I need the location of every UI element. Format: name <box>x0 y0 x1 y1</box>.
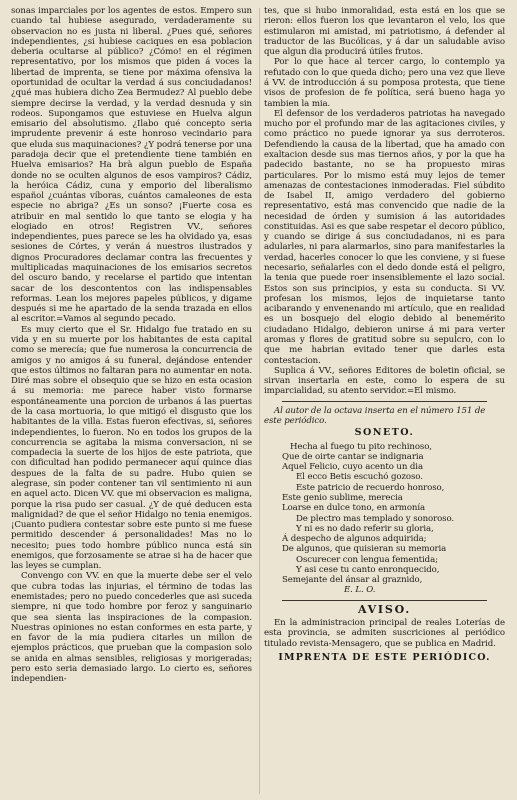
poem-line: De plectro mas templado y sonoroso. <box>296 513 455 524</box>
poem-line: Y asi cese tu canto enronquecido, <box>296 564 440 575</box>
poem-line: Oscurecer con lengua fementida; <box>296 554 438 565</box>
poem-title: SONETO. <box>354 427 415 439</box>
poem-line: Este genio sublime, merecia <box>282 492 403 503</box>
left-column <box>11 6 252 794</box>
right-paragraph-1: tes, que si hubo inmoralidad, esta está en los que se rieron: ellos fueron los que levantaron el velo, los que estimularon mi amistad, mi patriotismo, á defender al traductor de las Bucólicas, y á dar un saludable aviso que algun dia producirá útiles frutos. <box>264 6 505 58</box>
poem-line: El ecco Betis escuchó gozoso. <box>296 472 423 483</box>
poem-line: Que de oirte cantar se indignaria <box>282 451 424 462</box>
poem-line: Este patricio de recuerdo honroso, <box>296 482 445 493</box>
right-paragraph-4: Suplica á VV., señores Editores de boletin oficial, se sirvan insertarla en este, como lo espera de su imparcialidad, su atento servidor.=El mismo. <box>264 365 505 397</box>
poem-line: Y ni es no dado referir su gloria, <box>296 523 434 534</box>
left-paragraph-3: Convengo con VV. en que la muerte debe ser el velo que cubra todas las injurias, el término de todas las enemistades; pero no puedo concederles que asi suceda siempre, ni que todo hombre por feroz y sanguinario que sea sienta las inspiraciones de la compasion. Nuestras opiniones no estan conformes en esta parte, y en favor de la mia pudiera citarles un millon de ejemplos prácticos, que prueban que la compasion solo se anida en almas sensibles, religiosas y morigeradas; pero esto seria demasiado largo. Lo cierto es, señores independien- <box>11 571 252 685</box>
poem-line: De algunos, que quisieran su memoria <box>282 544 447 555</box>
aviso-text: En la administracion principal de reales Loterías de esta provincia, se admiten suscriciones al periódico titulado revista-Mensagero, que se publica en Madrid. <box>264 618 505 649</box>
aviso-title: AVISO. <box>358 602 411 616</box>
poem-line: Á despecho de algunos adquirida; <box>282 534 427 545</box>
right-column <box>264 6 505 794</box>
imprint: IMPRENTA DE ESTE PERIÓDICO. <box>278 651 491 663</box>
poem-line: Hecha al fuego tu pito rechinoso, <box>290 441 432 452</box>
right-paragraph-2: Por lo que hace al tercer cargo, lo contemplo ya refutado con lo que queda dicho; pero una vez que lleve á VV. de introducción á su pomposa protesta, que tiene visos de profesion de fe política, será bueno haga yo tambien la mia. <box>264 57 505 109</box>
sonnet <box>282 442 505 586</box>
left-paragraph-2: Es muy cierto que el Sr. Hidalgo fue tratado en su vida y en su muerte por los habitantes de esta capital como se merecía; que fue numerosa la concurrencia de amigos y no amigos á su funeral, dejándose entender que estos últimos no faltaran para no aumentar en nota. Diré mas sobre el obsequio que se hizo en esta ocasion á su memoria: me parece haber visto formarse espontáneamente una porcion de urbanos á las puertas de la casa mortuoria, lo que mitigó el disgusto que los habitantes de la villa. Estas fueron efectivas, si, señores independientes, lo fueron. No en todos los grupos de la concurrencia se agitaba la misma conversacion, ni se compadecia la suerte de los hijos de este patriota, que con dificultad han podido permanecer aquí quince dias despues de la falta de su padre. Hubo quien se alegrase, sin poder contener tan vil sentimiento ni aun en aquel acto. Dicen VV. que mi observacion es maligna, porque la risa pudo ser casual. ¿Y de qué deducen esta malignidad? de que el señor Hidalgo no tenia enemigos. ¡Cuanto pudiera contestar sobre este punto si me fuese permitido descender á personalidades! Mas no lo necesito; pues todo hombre público nunca está sin enemigos, que forzosamente se atrae si ha de hacer que las leyes se cumplan. <box>11 324 252 572</box>
section-rule <box>282 401 487 402</box>
left-paragraph-1: sonas imparciales por los agentes de estos. Empero sun cuando tal hubiese asegurado, verdaderamente su observacion no es justa ni liberal. ¿Pues qué, señores independientes, ¿si hubiese caciques en esa poblacion deberia ocultarse al público? ¿Cómo! en el régimen representativo, por los mismos que piden á voces la libertad de imprenta, se tiene por máxima ofensiva la oportunidad de ocultar la verdad á sus conciudadanos! ¿qué mas hubiera dicho Zea Bermudez? Al pueblo debe siempre decirse la verdad, y la verdad desnuda y sin rodeos. Supongamos que estuviese en Huelva algun emisario del absolutismo. ¿Ilabo qué concepto seria imprudente prevenir á este honroso vecindario para que eluda sus maquinaciones? ¿Y podrá tenerse por una paradoja decir que el pretendiente tiene también en Huelva emisarios? Ha brà algun pueblo de España donde no se oculten algunos de esos vampiros? Cádiz, la heróica Cádiz, cuna y emporio del liberalismo español ¿cuántas víboras, cuántos camaleones de esta especie no abriga? ¿Es un sonso? ¡Fuerte cosa es atribuir en mal sentido lo que tanto se elogia y ha elogiado en otros! Registren VV., señores independientes, pues parece se les ha olvidado ya, esas sesiones de Córtes, y verán á nuestros ilustrados y dignos Procuradores declamar contra las frecuentes y multiplicadas maquinaciones de los emisarios secretos del oscuro bando, y recelarse el partido que intentan sacar de los descontentos con las indispensables reformas. Lean los mejores papeles públicos, y digame después si me he apartado de la senda trazada en ellos al escritor.=Vamos al segundo pecado. <box>11 6 252 325</box>
section-rule <box>282 600 487 601</box>
right-paragraph-3: El defensor de los verdaderos patriotas ha navegado mucho por el profundo mar de las agitaciones civiles, y como práctico no puede ignorar ya sus derroteros. Defendiendo la causa de la libertad, que ha amado con exaltacion desde sus mas tiernos años, y por la que ha padecido bastante, no se ha propuesto miras particulares. Por lo mismo está muy lejos de temer amenazas de contestaciones inmoderadas. Fiel súbdito de Isabel II, amigo verdadero del gobierno representativo, está mas convencido que nadie de la necesidad de órden y sumision á las autoridades constituidas. Asi es que sabe respetar el decoro público, y cuando se dirige á sus conciudadanos, ni es para adularles, ni para alarmarlos, sino para manifestarles la verdad, hacerles conocer lo que les conviene, y si fuese necesario, señalarles con el dedo donde está el peligro, la tenia que puede roer insensiblemente el lazo social. Estos son sus principios, y esta su conducta. Si VV. profesan los mismos, lejos de inquietarse tanto acibarando y envenenando mi artículo, que en realidad es un bosquejo del elogio debido al benemérito ciudadano Hidalgo, debieron unirse á mi para verter aromas y flores de gratitud sobre su sepulcro, con lo que me habrian evitado tener que darles esta contestacion. <box>264 108 505 366</box>
column-divider <box>259 8 260 794</box>
poem-line: Aquel Felicio, cuyo acento un dia <box>282 462 423 473</box>
poem-line: Loarse en dulce tono, en armonía <box>282 503 426 514</box>
poem-line: Semejante del ánsar al graznido, <box>282 575 423 586</box>
poem-signature: E. L. O. <box>344 585 376 596</box>
poem-heading: Al autor de la octava inserta en el número 151 de este periódico. <box>264 405 486 426</box>
